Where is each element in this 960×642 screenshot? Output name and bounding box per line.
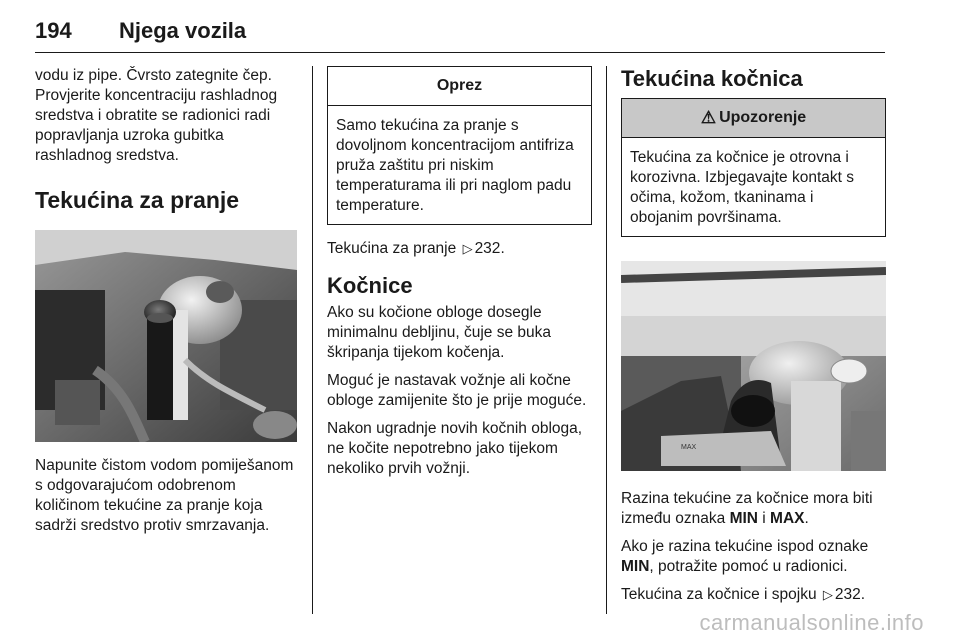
brake-fluid-reference bbox=[621, 585, 886, 605]
intro-paragraph: vodu iz pipe. Čvrsto zategnite čep. Provjerite koncentraciju rashladnog sredstva i obratite se radionici radi popravljanja uzroka gubitka rashladnog sredstva. bbox=[35, 67, 278, 164]
caution-title: Oprez bbox=[328, 67, 591, 106]
column-right bbox=[621, 66, 886, 613]
brakes-paragraph-1: Ako su kočione obloge dosegle minimalnu debljinu, čuje se buka škripanja tijekom kočenja. bbox=[327, 304, 552, 361]
column-divider bbox=[606, 66, 607, 614]
reference-text: Tekućina za pranje bbox=[327, 240, 457, 257]
warning-triangle-icon: ⚠ bbox=[700, 108, 717, 127]
section-heading-washer-fluid: Tekućina za pranje bbox=[35, 187, 240, 213]
caution-box bbox=[327, 66, 592, 225]
column-middle bbox=[327, 66, 592, 487]
warning-header bbox=[622, 99, 885, 138]
reference-page: 232. bbox=[834, 586, 866, 603]
page-title: Njega vozila bbox=[119, 18, 247, 43]
caution-text: Samo tekućina za pranje s dovoljnom koncentracijom antifriza pruža zaštitu pri niskim temperaturama ili pri naglom padu temperature. bbox=[336, 117, 574, 214]
section-heading-brake-fluid: Tekućina kočnica bbox=[621, 66, 803, 91]
level-text: Razina tekućine za kočnice mora biti između oznaka bbox=[621, 490, 873, 527]
page-reference-arrow-icon: ▷ bbox=[822, 587, 833, 602]
page-number: 194 bbox=[35, 18, 72, 43]
column-divider bbox=[312, 66, 313, 614]
max-mark: MAX bbox=[770, 510, 805, 527]
brake-fluid-low-paragraph bbox=[621, 537, 886, 577]
washer-reservoir-illustration bbox=[35, 230, 297, 442]
washer-fill-instruction: Napunite čistom vodom pomiješanom s odgovarajućom odobrenom količinom tekućine za pranje koja sadrži sredstvo protiv smrzavanja. bbox=[35, 457, 294, 534]
reservoir-max-label: MAX bbox=[681, 444, 697, 451]
low-text: Ako je razina tekućine ispod oznake bbox=[621, 538, 869, 555]
warning-text: Tekućina za kočnice je otrovna i korozivna. Izbjegavajte kontakt s očima, kožom, tkaninama i obojanim površinama. bbox=[630, 149, 855, 226]
washer-reference: Tekućina za pranje ▷ 232. bbox=[327, 240, 505, 257]
page-reference-arrow-icon: ▷ bbox=[462, 241, 473, 256]
brakes-paragraph-2: Moguć je nastavak vožnje ali kočne obloge zamijenite što je prije moguće. bbox=[327, 372, 587, 409]
period-text: . bbox=[804, 510, 809, 527]
warning-title: Upozorenje bbox=[719, 109, 807, 126]
brake-fluid-reservoir-illustration bbox=[621, 261, 886, 471]
workshop-text: , potražite pomoć u radionici. bbox=[649, 558, 848, 575]
and-text: i bbox=[757, 510, 771, 527]
reference-text: Tekućina za kočnice i spojku bbox=[621, 586, 817, 603]
page-header bbox=[35, 8, 885, 53]
min-mark: MIN bbox=[621, 558, 650, 575]
column-left bbox=[35, 66, 297, 544]
min-mark: MIN bbox=[729, 510, 758, 527]
section-heading-brakes: Kočnice bbox=[327, 273, 413, 298]
reference-page: 232 bbox=[474, 240, 501, 257]
watermark: carmanualsonline.info bbox=[699, 610, 924, 635]
warning-box bbox=[621, 98, 886, 237]
brake-fluid-level-paragraph bbox=[621, 489, 886, 529]
brakes-paragraph-3: Nakon ugradnje novih kočnih obloga, ne kočite nepotrebno jako tijekom nekoliko prvih vožnji. bbox=[327, 420, 583, 477]
